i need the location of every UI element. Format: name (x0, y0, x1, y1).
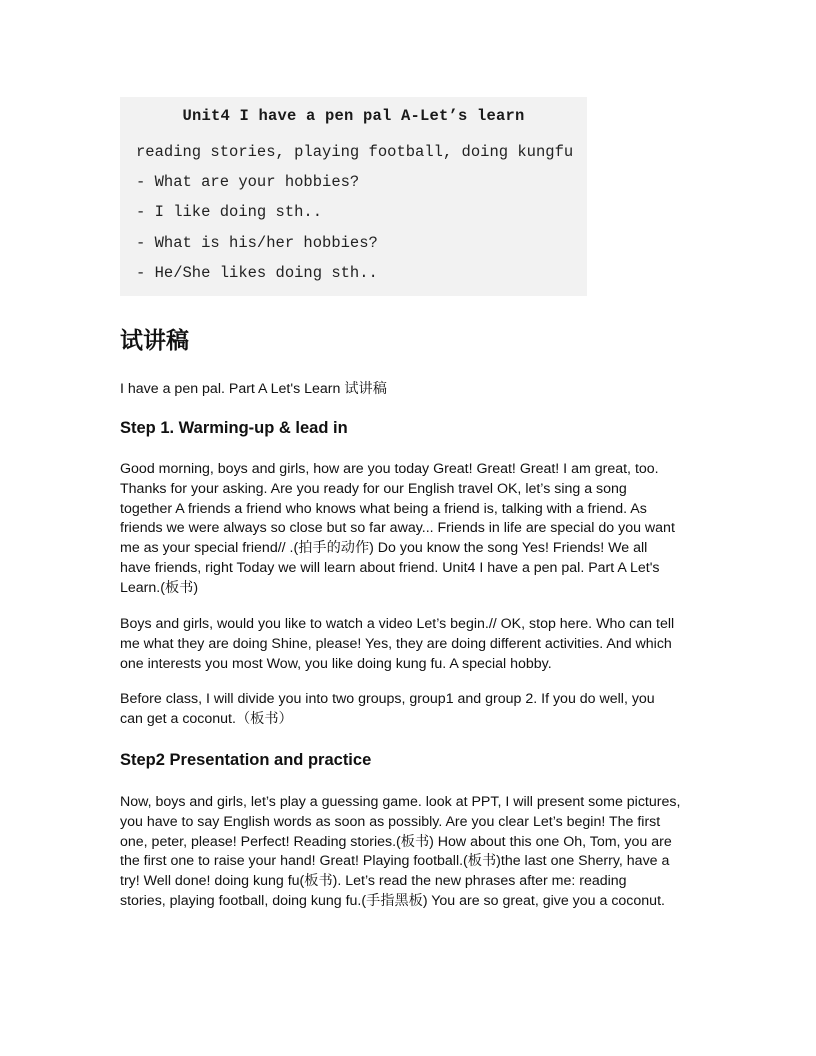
text-line: Learn.(板书) (120, 579, 199, 596)
step1-paragraph-3 (120, 690, 698, 730)
text-line: one interests you most Wow, you like doing kung fu. A special hobby. (120, 655, 552, 672)
step1-heading: Step 1. Warming-up & lead in (120, 419, 348, 437)
text-line: the first one to raise your hand! Great! Playing football.(板书)the last one Sherry, have a (120, 853, 670, 870)
text-line: stories, playing football, doing kung fu.(手指黑板) You are so great, give you a coconut. (120, 892, 665, 909)
text-line: together A friends a friend who knows what being a friend is, talking with a friend. As (120, 500, 647, 517)
text-line: Now, boys and girls, let’s play a guessing game. look at PPT, I will present some pictures, (120, 794, 681, 810)
text-line: friends we were always so close but so far away... Friends in life are special do you want (120, 520, 675, 537)
board-line-question-1: - What are your hobbies? (136, 173, 360, 191)
text-line: Thanks for your asking. Are you ready for our English travel OK, let’s sing a song (120, 480, 627, 497)
text-line: try! Well done! doing kung fu(板书). Let’s read the new phrases after me: reading (120, 873, 627, 890)
step2-heading: Step2 Presentation and practice (120, 751, 372, 769)
blackboard-image (120, 97, 587, 296)
board-line-question-2: - What is his/her hobbies? (136, 234, 378, 252)
document-subtitle: I have a pen pal. Part A Let's Learn 试讲稿 (120, 381, 387, 397)
text-line: have friends, right Today we will learn about friend. Unit4 I have a pen pal. Part A Let's (120, 559, 660, 576)
board-line-answer-2: - He/She likes doing sth.. (136, 264, 378, 282)
text-line: Boys and girls, would you like to watch a video Let’s begin.// OK, stop here. Who can tell (120, 616, 675, 632)
text-line: Good morning, boys and girls, how are you today Great! Great! Great! I am great, too. (120, 461, 659, 477)
board-line-phrases: reading stories, playing football, doing kungfu (136, 143, 574, 161)
step1-paragraph-2 (120, 615, 698, 674)
step1-paragraph-1 (120, 460, 698, 599)
board-line-answer-1: - I like doing sth.. (136, 203, 323, 221)
text-line: one, peter, please! Perfect! Reading stories.(板书) How about this one Oh, Tom, you are (120, 833, 672, 850)
text-line: you have to say English words as soon as possibly. Are you clear Let’s begin! The first (120, 813, 661, 830)
page-title: 试讲稿 (120, 328, 189, 354)
text-line: me as your special friend// .(拍手的动作) Do you know the song Yes! Friends! We all (120, 540, 648, 557)
text-line: can get a coconut.（板书） (120, 710, 293, 727)
text-line: me what they are doing Shine, please! Yes, they are doing different activities. And which (120, 635, 672, 652)
step2-paragraph-1 (120, 793, 698, 912)
board-title: Unit4 I have a pen pal A-Let’s learn (182, 107, 525, 125)
text-line: Before class, I will divide you into two groups, group1 and group 2. If you do well, you (120, 691, 655, 707)
